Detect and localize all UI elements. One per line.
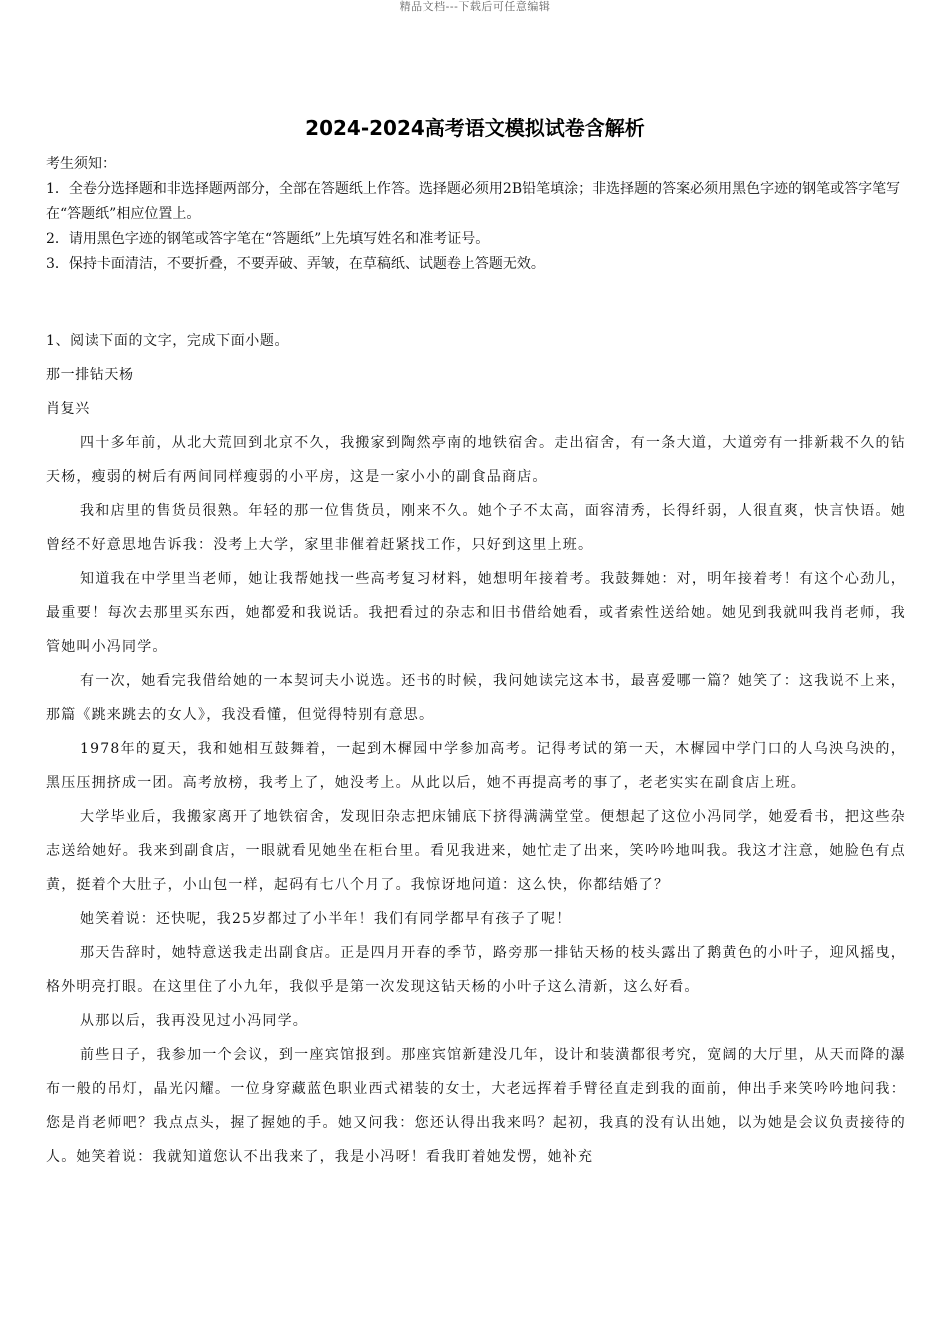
- watermark-header: 精品文档---下载后可任意编辑: [399, 0, 551, 13]
- article-paragraph: 我和店里的售货员很熟。年轻的那一位售货员，刚来不久。她个子不太高，面容清秀，长得纤弱，人很直爽，快言快语。她曾经不好意思地告诉我：没考上大学，家里非催着赶紧找工作，只好到这里上班。: [46, 503, 906, 553]
- article-paragraph: 从那以后，我再没见过小冯同学。: [80, 1013, 308, 1029]
- article-paragraph: 她笑着说：还快呢，我25岁都过了小半年！我们有同学都早有孩子了呢！: [80, 911, 572, 927]
- article-paragraph: 1978年的夏天，我和她相互鼓舞着，一起到木樨园中学参加高考。记得考试的第一天，木樨园中学门口的人乌泱乌泱的，黑压压拥挤成一团。高考放榜，我考上了，她没考上。从此以后，她不再提高考的事了，老老实实在副食店上班。: [46, 741, 906, 791]
- article-paragraph: 知道我在中学里当老师，她让我帮她找一些高考复习材料，她想明年接着考。我鼓舞她：对，明年接着考！有这个心劲儿，最重要！每次去那里买东西，她都爱和我说话。我把看过的杂志和旧书借给她看，或者索性送给她。她见到我就叫我肖老师，我管她叫小冯同学。: [46, 571, 906, 655]
- notice-item: 2．请用黑色字迹的钢笔或答字笔在“答题纸”上先填写姓名和准考证号。: [46, 231, 490, 247]
- document-title: 2024-2024高考语文模拟试卷含解析: [305, 116, 645, 140]
- article-paragraph: 有一次，她看完我借给她的一本契诃夫小说选。还书的时候，我问她读完这本书，最喜爱哪一篇？她笑了：这我说不上来，那篇《跳来跳去的女人》，我没看懂，但觉得特别有意思。: [46, 673, 906, 723]
- question-prompt: 1、阅读下面的文字，完成下面小题。: [46, 333, 290, 349]
- article-title: 那一排钻天杨: [46, 367, 134, 383]
- notice-item: 1．全卷分选择题和非选择题两部分，全部在答题纸上作答。选择题必须用2B铅笔填涂；非选择题的答案必须用黑色字迹的钢笔或答字笔写在“答题纸”相应位置上。: [46, 181, 901, 222]
- notice-heading: 考生须知：: [46, 156, 116, 172]
- candidate-notice: [46, 152, 906, 277]
- question-section: [46, 324, 906, 1174]
- article-paragraph: 那天告辞时，她特意送我走出副食店。正是四月开春的季节，路旁那一排钻天杨的枝头露出了鹅黄色的小叶子，迎风摇曳，格外明亮打眼。在这里住了小九年，我似乎是第一次发现这钻天杨的小叶子这么清新，这么好看。: [46, 945, 906, 995]
- article-paragraph: 前些日子，我参加一个会议，到一座宾馆报到。那座宾馆新建没几年，设计和装潢都很考究，宽阔的大厅里，从天而降的瀑布一般的吊灯，晶光闪耀。一位身穿藏蓝色职业西式裙装的女士，大老远挥着手臂径直走到我的面前，伸出手来笑吟吟地问我：您是肖老师吧？我点点头，握了握她的手。她又问我：您还认得出我来吗？起初，我真的没有认出她，以为她是会议负责接待的人。她笑着说：我就知道您认不出我来了，我是小冯呀！看我盯着她发愣，她补充: [46, 1047, 906, 1165]
- article-paragraph: 大学毕业后，我搬家离开了地铁宿舍，发现旧杂志把床铺底下挤得满满堂堂。便想起了这位小冯同学，她爱看书，把这些杂志送给她好。我来到副食店，一眼就看见她坐在柜台里。看见我进来，她忙走了出来，笑吟吟地叫我。我这才注意，她脸色有点黄，挺着个大肚子，小山包一样，起码有七八个月了。我惊讶地问道：这么快，你都结婚了？: [46, 809, 906, 893]
- notice-item: 3．保持卡面清洁，不要折叠，不要弄破、弄皱，在草稿纸、试题卷上答题无效。: [46, 256, 545, 272]
- article-paragraph: 四十多年前，从北大荒回到北京不久，我搬家到陶然亭南的地铁宿舍。走出宿舍，有一条大道，大道旁有一排新栽不久的钻天杨，瘦弱的树后有两间同样瘦弱的小平房，这是一家小小的副食品商店。: [46, 435, 906, 485]
- article-author: 肖复兴: [46, 401, 90, 417]
